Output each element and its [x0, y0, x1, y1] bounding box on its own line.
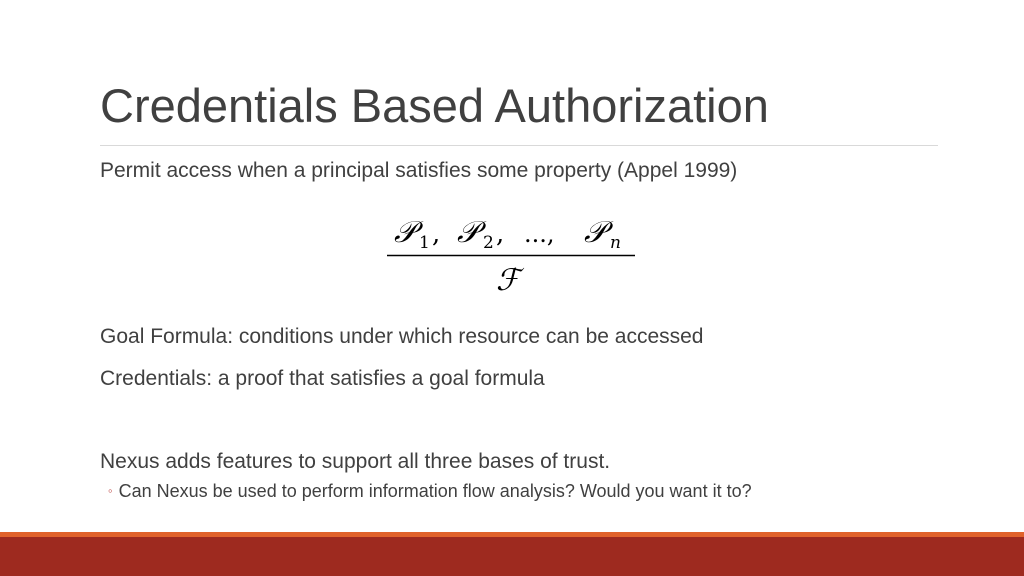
- nexus-text: Nexus adds features to support all three bases of trust.: [100, 450, 611, 473]
- sub-bullet-text: Can Nexus be used to perform information flow analysis? Would you want it to?: [118, 481, 752, 501]
- premise-2-subscript: 2: [483, 233, 494, 253]
- footer-bar: [0, 537, 1024, 576]
- premise-1-symbol: 𝒫: [394, 215, 416, 250]
- inference-rule-formula: [384, 200, 638, 298]
- premise-1-separator: ,: [432, 219, 441, 249]
- slide-title: Credentials Based Authorization: [100, 79, 769, 132]
- goal-formula-text: Goal Formula: conditions under which resource can be accessed: [100, 325, 704, 348]
- title-divider: [100, 145, 938, 146]
- bullet-circle-icon: ◦: [108, 483, 113, 498]
- sub-bullet-item: [108, 481, 752, 502]
- premise-n-subscript: n: [610, 233, 621, 253]
- credentials-text: Credentials: a proof that satisfies a goal formula: [100, 367, 545, 390]
- premise-ellipsis: ...,: [524, 220, 555, 248]
- conclusion-symbol: ℱ: [496, 263, 520, 298]
- premise-1-subscript: 1: [419, 233, 430, 253]
- formula-svg: [384, 200, 638, 298]
- premise-n-symbol: 𝒫: [584, 215, 606, 250]
- intro-text: Permit access when a principal satisfies some property (Appel 1999): [100, 159, 738, 182]
- premise-2-separator: ,: [496, 219, 505, 249]
- premise-2-symbol: 𝒫: [457, 215, 479, 250]
